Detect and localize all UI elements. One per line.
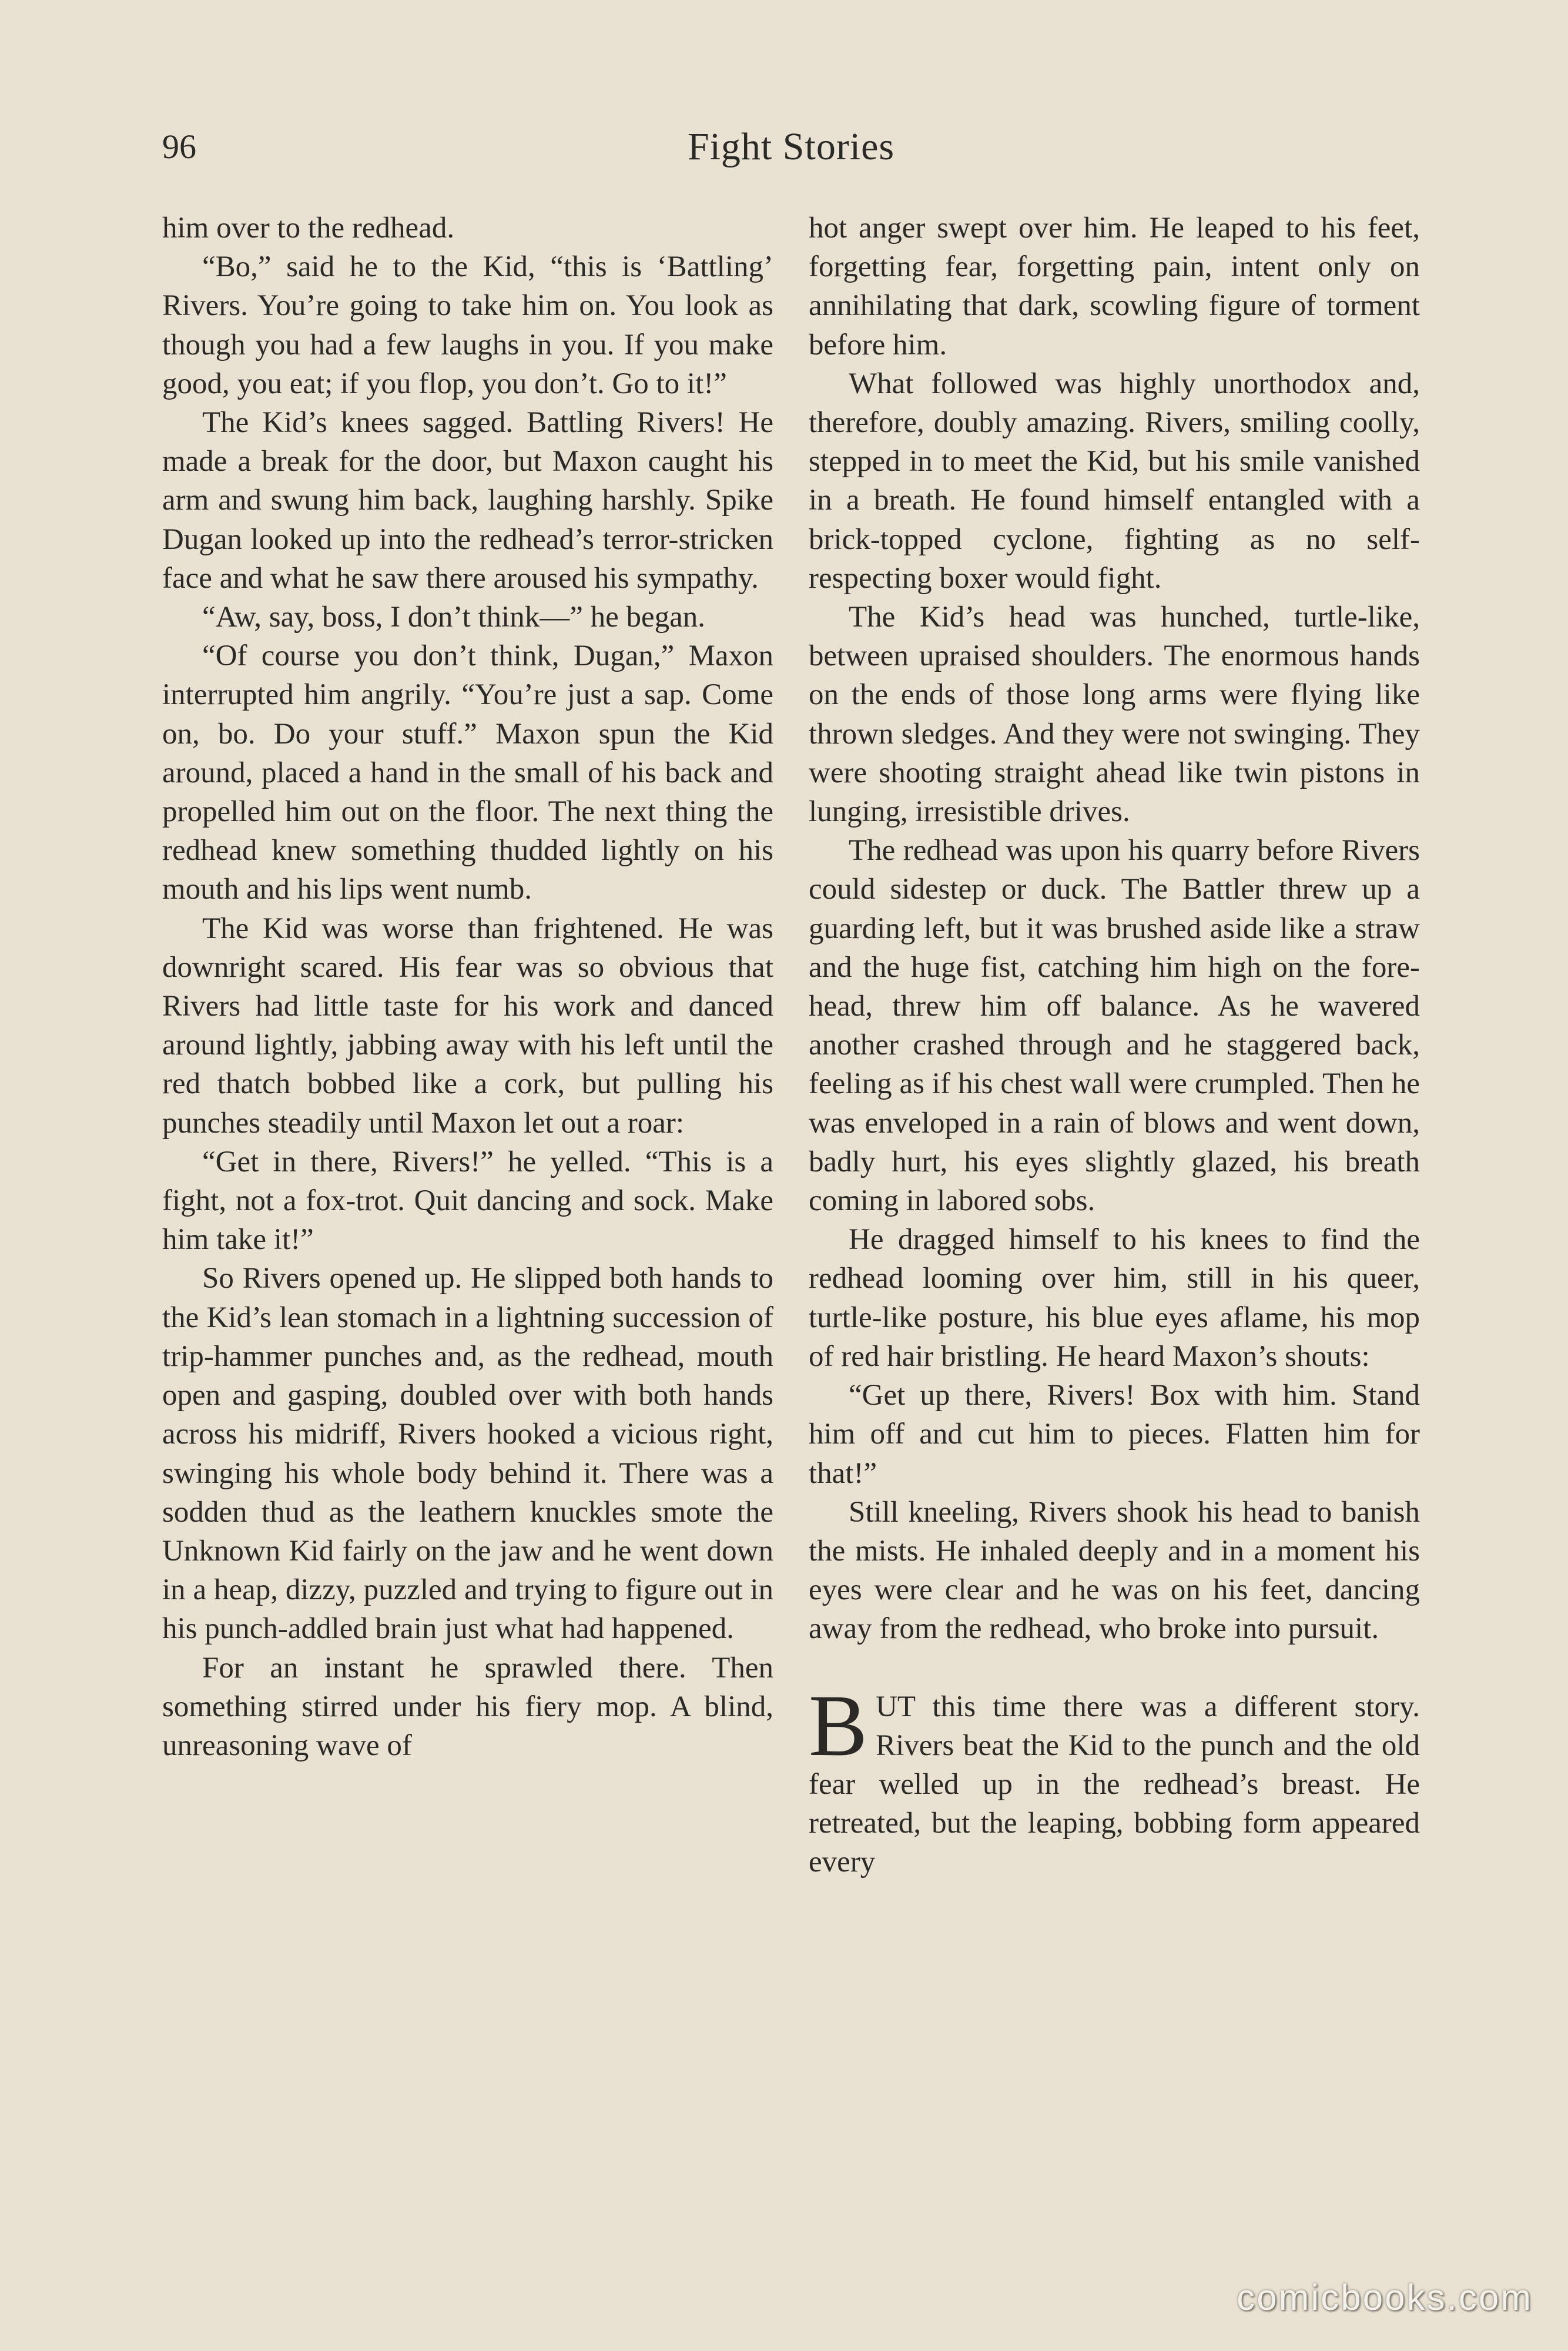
paragraph: “Bo,” said he to the Kid, “this is ‘Battling’ Rivers. You’re going to take him on. You look as though you had a few laughs in you. If you make good, you eat; if you flop, you don’t. Go to it!” (162, 250, 773, 400)
page-header (162, 123, 1420, 182)
page-title: Fight Stories (687, 125, 895, 168)
paragraph: “Get up there, Rivers! Box with him. Stand him off and cut him to pieces. Flatten him for that!” (809, 1379, 1420, 1490)
paragraph: For an instant he sprawled there. Then something stirred under his fiery mop. A blind, unreasoning wave of (162, 1651, 773, 1762)
section-paragraph (809, 1676, 1420, 1882)
watermark: comicbooks.com (1237, 2278, 1533, 2318)
paragraph: What followed was highly unorthodox and, therefore, doubly amazing. Rivers, smiling coolly, stepped in to meet the Kid, but his smile vanished in a breath. He found himself entangled with a brick-topped cyclone, fighting as no self-respecting boxer would fight. (809, 367, 1420, 595)
section-text: UT this time there was a different story. Rivers beat the Kid to the punch and the old fear welled up in the redhead’s breast. He retreated, but the leaping, bobbing form appeared every (809, 1690, 1420, 1879)
paragraph: Still kneeling, Rivers shook his head to banish the mists. He inhaled deeply and in a moment his eyes were clear and he was on his feet, dancing away from the redhead, who broke into pursuit. (809, 1495, 1420, 1646)
page-number: 96 (162, 128, 196, 166)
left-column (162, 209, 773, 1765)
paragraph: The Kid was worse than frightened. He was downright scared. His fear was so obvious that Rivers had little taste for his work and danced around lightly, jabbing away with his left until the red thatch bobbed like a cork, but pulling his punches steadily until Maxon let out a roar: (162, 912, 773, 1140)
paragraph: “Of course you don’t think, Dugan,” Maxon interrupted him angrily. “You’re just a sap. Come on, bo. Do your stuff.” Maxon spun the Kid around, placed a hand in the small of his back and propelled him out on the floor. The next thing the redhead knew something thudded lightly on his mouth and his lips went numb. (162, 639, 773, 906)
paragraph: him over to the redhead. (162, 212, 455, 245)
paragraph: “Get in there, Rivers!” he yelled. “This is a fight, not a fox-trot. Quit dancing and sock. Make him take it!” (162, 1145, 773, 1257)
right-column (809, 209, 1420, 1882)
paragraph: hot anger swept over him. He leaped to his feet, forgetting fear, forgetting pain, intent only on annihilating that dark, scowling figure of torment before him. (809, 212, 1420, 361)
paragraph: “Aw, say, boss, I don’t think—” he began. (202, 601, 706, 634)
paragraph: So Rivers opened up. He slipped both hands to the Kid’s lean stomach in a lightning succession of trip-hammer punches and, as the redhead, mouth open and gasping, doubled over with both hands across his midriff, Rivers hooked a vicious right, swinging his whole body behind it. There was a sodden thud as the leathern knuckles smote the Unknown Kid fairly on the jaw and he went down in a heap, dizzy, puzzled and trying to figure out in his punch-addled brain just what had happened. (162, 1262, 773, 1646)
paragraph: The Kid’s knees sagged. Battling Rivers! He made a break for the door, but Maxon caught his arm and swung him back, laughing harshly. Spike Dugan looked up into the redhead’s terror-stricken face and what he saw there aroused his sympathy. (162, 406, 773, 595)
paragraph: The redhead was upon his quarry before Rivers could sidestep or duck. The Battler threw up a guarding left, but it was brushed aside like a straw and the huge fist, catching him high on the forehead, threw him off balance. As he wavered another crashed through and he staggered back, feeling as if his chest wall were crumpled. Then he was enveloped in a rain of blows and went down, badly hurt, his eyes slightly glazed, his breath coming in labored sobs. (809, 834, 1420, 1218)
paragraph: He dragged himself to his knees to find the redhead looming over him, still in his queer, turtle-like posture, his blue eyes aflame, his mop of red hair bristling. He heard Maxon’s shouts: (809, 1223, 1420, 1373)
drop-cap: B (809, 1676, 868, 1774)
paragraph: The Kid’s head was hunched, turtle-like, between upraised shoulders. The enormous hands on the ends of those long arms were flying like thrown sledges. And they were not swinging. They were shooting straight ahead like twin pistons in lunging, irresistible drives. (809, 601, 1420, 829)
